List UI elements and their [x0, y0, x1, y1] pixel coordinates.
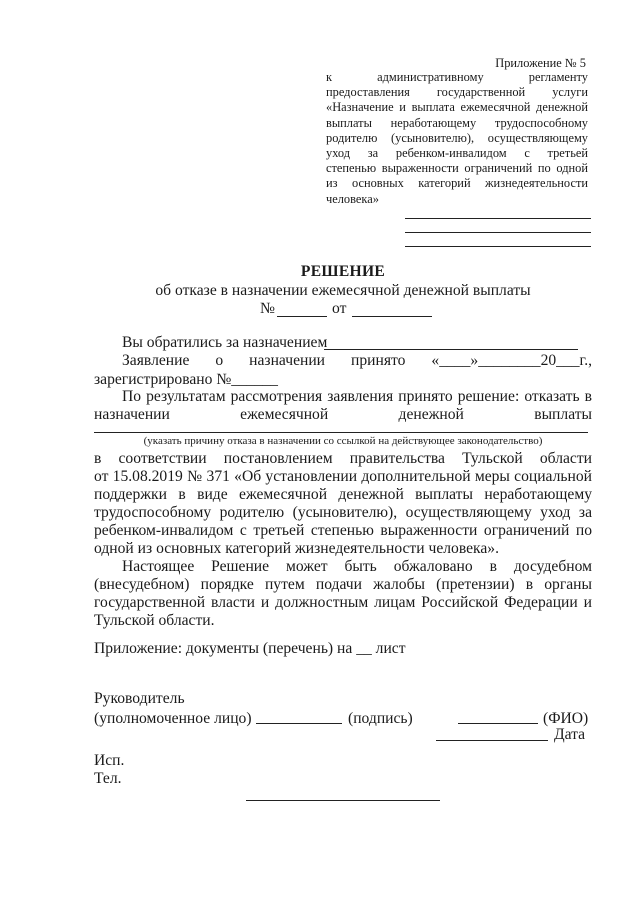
refusal-reason-hint: (указать причину отказа в назначении со ссылкой на действующее законодательство)	[143, 435, 543, 447]
footer-line	[246, 800, 440, 801]
date-field[interactable]	[436, 740, 548, 741]
applied-for-field[interactable]	[324, 349, 578, 350]
legal-basis-text: в соответствии постановлением правительства Тульской области	[94, 450, 592, 467]
appendix-line: из основных категорий жизнедеятельности	[326, 176, 588, 191]
date-signature-label: Дата	[554, 726, 586, 743]
date-label: от	[332, 300, 347, 317]
signatory-authorized: (уполномоченное лицо)	[94, 710, 252, 727]
appendix-reference	[326, 70, 588, 207]
document-subtitle: об отказе в назначении ежемесячной денежной выплаты	[155, 282, 531, 299]
signature-field[interactable]	[256, 723, 342, 724]
appeal-text: государственной власти и должностным лицам Российской Федерации и	[94, 594, 592, 611]
appendix-number: Приложение № 5	[495, 56, 586, 70]
number-label: №	[260, 300, 275, 317]
addressee-line[interactable]	[405, 246, 591, 247]
legal-basis-text: трудоспособному родителю (усыновителю), осуществляющему уход за	[94, 504, 592, 521]
appendix-line: человека»	[326, 191, 379, 206]
decision-date-field[interactable]	[352, 316, 432, 317]
executor-label: Исп.	[94, 752, 125, 769]
appendix-line: уход за ребенком-инвалидом с третьей	[326, 145, 588, 160]
attachment-text: Приложение: документы (перечень) на __ лист	[94, 640, 406, 657]
registered-text: зарегистрировано №______	[94, 371, 278, 388]
applied-for-text: Вы обратились за назначением	[122, 334, 328, 351]
signatory-title: Руководитель	[94, 690, 185, 707]
legal-basis-text: одной из основных категорий жизнедеятельности человека».	[94, 540, 499, 557]
appeal-text: (внесудебном) порядке путем подачи жалобы (претензии) в органы	[94, 576, 592, 593]
decision-number-field[interactable]	[277, 316, 327, 317]
appendix-line: к административному регламенту	[326, 70, 588, 84]
appendix-line: «Назначение и выплата ежемесячной денежной	[326, 100, 588, 115]
document-title: РЕШЕНИЕ	[300, 263, 386, 280]
appendix-line: выплаты неработающему трудоспособному	[326, 115, 588, 130]
signature-label: (подпись)	[348, 710, 413, 727]
legal-basis-text: ребенком-инвалидом с третьей степенью выраженности ограничений по	[94, 522, 592, 539]
phone-label: Тел.	[94, 770, 122, 787]
appeal-text: Настоящее Решение может быть обжаловано в досудебном	[122, 558, 592, 575]
legal-basis-text: поддержки в виде ежемесячной денежной выплаты неработающему	[94, 486, 592, 503]
appeal-text: Тульской области.	[94, 612, 215, 629]
appendix-line: степенью выраженности ограничений по одной	[326, 161, 588, 176]
result-text: назначении ежемесячной денежной выплаты	[94, 406, 592, 423]
addressee-line[interactable]	[405, 232, 591, 233]
addressee-line[interactable]	[405, 218, 591, 219]
refusal-reason-field[interactable]	[94, 432, 588, 433]
application-accepted-text: Заявление о назначении принято «____»________20___г.,	[122, 352, 592, 369]
result-text: По результатам рассмотрения заявления принято решение: отказать в	[122, 388, 592, 405]
appendix-line: родителю (усыновителю), осуществляющему	[326, 130, 588, 145]
legal-basis-text: от 15.08.2019 № 371 «Об установлении дополнительной меры социальной	[94, 468, 592, 485]
fio-field[interactable]	[458, 723, 538, 724]
appendix-line: предоставления государственной услуги	[326, 85, 588, 100]
fio-label: (ФИО)	[543, 710, 589, 727]
